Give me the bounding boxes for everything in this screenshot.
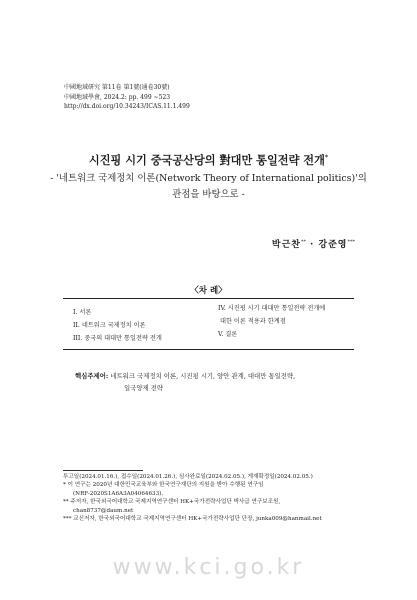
footnote-rule: [63, 470, 143, 471]
footnote-1-cont: (NRF-2020S1A6A3A04064633).: [73, 490, 164, 497]
author-first-mark: **: [301, 239, 306, 245]
author-first: 박근찬: [271, 240, 301, 250]
subtitle-line-2: 관점을 바탕으로 -: [172, 189, 245, 200]
subtitle-line-1: - '네트워크 국제정치 이론(Network Theory of International politics)'의: [50, 173, 367, 184]
keywords-block: [75, 371, 295, 394]
toc-item: III. 중국의 대대만 통일전략 전개: [73, 335, 162, 342]
author-separator: ·: [306, 240, 319, 250]
title-footnote-mark: *: [324, 154, 329, 162]
toc-item: II. 네트워크 국제정치 이론: [73, 322, 146, 329]
toc-item: I. 서론: [73, 309, 92, 316]
footnote-3: *** 교신저자, 한국외국어대학교 국제지역연구센터 HK+국가전략사업단 단장, junka009@hanmail.net: [63, 516, 322, 523]
toc-heading: 〈차 례〉: [0, 284, 417, 296]
footnote-2: ** 주저자, 한국외국어대학교 국제지역연구센터 HK+국가전략사업단 박사급 연구보조원,: [63, 499, 281, 506]
doi-link[interactable]: http://dx.doi.org/10.34243/ICAS.11.1.499: [64, 103, 190, 110]
toc-item: IV. 시진핑 시기 대대만 통일전략 전개에: [218, 305, 326, 312]
journal-meta: [64, 83, 190, 112]
footnote-dates: 투고일(2024.01.16.), 접수일(2024.01.26.), 심사완료일(2024.02.05.), 게재확정일(2024.02.05.): [63, 474, 313, 480]
keywords-line-1: 네트워크 국제정치 이론, 시진핑 시기, 양안 관계, 대대만 통일전략,: [110, 372, 296, 380]
footnotes: [63, 473, 322, 523]
paper-subtitle: [0, 171, 417, 203]
toc-item: 대한 이론 적용과 한계점: [220, 318, 286, 325]
author-second: 강준영: [318, 240, 348, 250]
toc-right-column: [218, 302, 325, 341]
author-second-mark: ***: [347, 239, 355, 245]
paper-title: [0, 152, 417, 168]
author-list: [272, 237, 355, 250]
journal-pages: 中國地域學會, 2024.2: pp. 499 ~523: [64, 93, 171, 101]
kci-watermark: www.kci.go.kr: [112, 555, 305, 580]
keywords-line-2: 일국양제 전략: [124, 383, 164, 392]
keywords-label: 핵심주제어:: [75, 372, 109, 380]
footnote-1: * 이 연구는 2020년 대한민국교육부와 한국연구재단의 지원을 받아 수행된 연구임: [63, 482, 264, 489]
toc-item: V. 결론: [218, 331, 238, 338]
toc-left-column: [73, 306, 162, 345]
journal-name: 中國地域研究 第11卷 第1號(通卷30號): [64, 84, 170, 91]
title-text: 시진핑 시기 중국공산당의 對대만 통일전략 전개: [88, 153, 325, 167]
footnote-2-email[interactable]: chan8737@daum.net: [73, 507, 134, 514]
